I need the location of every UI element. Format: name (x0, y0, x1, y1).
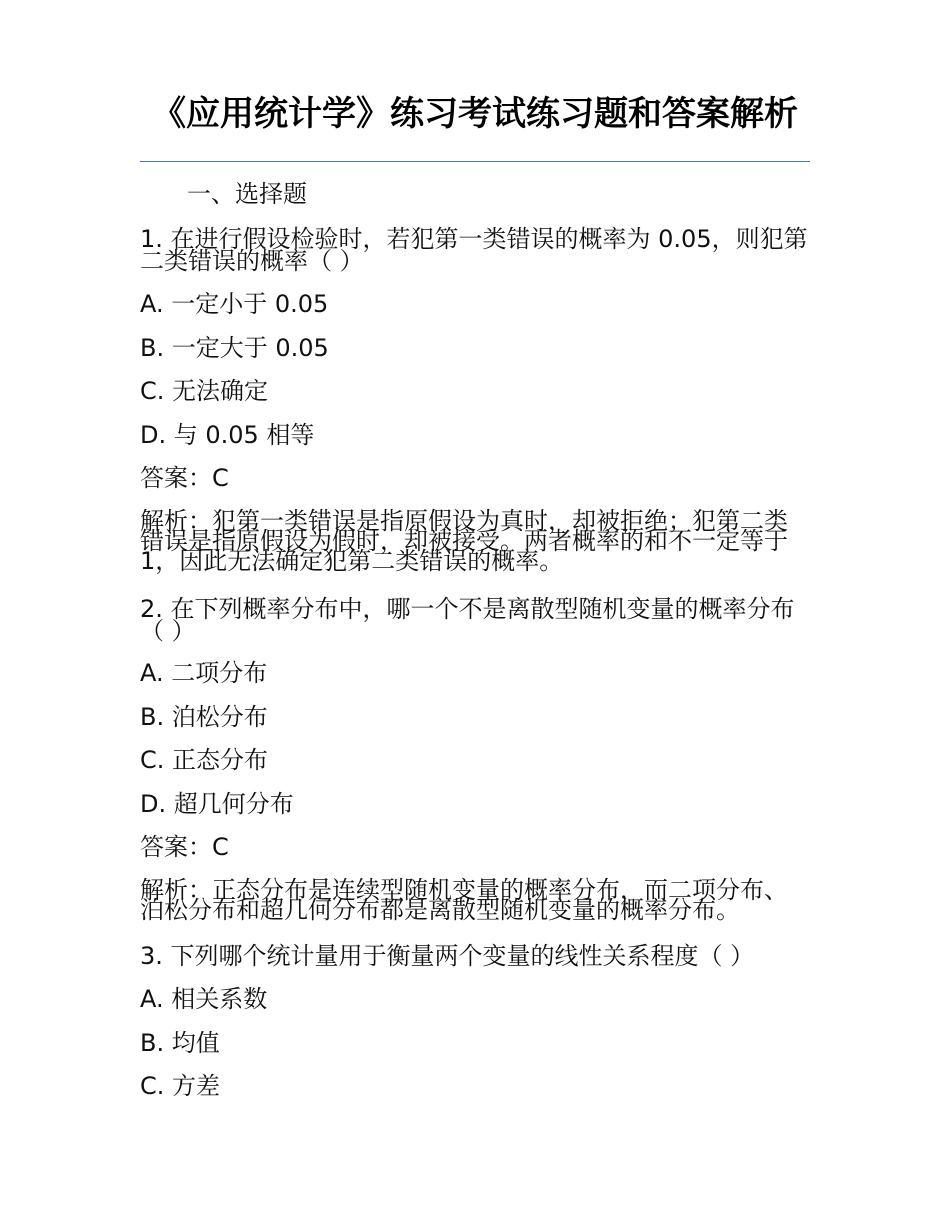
question-3-option-c: C. 方差 (140, 1072, 221, 1100)
question-2-option-c: C. 正态分布 (140, 746, 269, 774)
question-2-option-b: B. 泊松分布 (140, 703, 268, 731)
question-3-option-a: A. 相关系数 (140, 985, 268, 1013)
question-2-answer: 答案：C (140, 833, 229, 861)
question-1-stem: 1. 在进行假设检验时，若犯第一类错误的概率为 0.05，则犯第二类错误的概率（ ） (140, 225, 808, 275)
question-3-option-b: B. 均值 (140, 1029, 220, 1057)
section-heading: 一、选择题 (187, 180, 307, 208)
question-3-stem: 3. 下列哪个统计量用于衡量两个变量的线性关系程度（ ） (140, 942, 755, 970)
document-title: 《应用统计学》练习考试练习题和答案解析 (152, 94, 798, 134)
question-2-analysis: 解析：正态分布是连续型随机变量的概率分布，而二项分布、泊松分布和超几何分布都是离散型随机变量的概率分布。 (140, 876, 788, 924)
question-1-answer: 答案：C (140, 464, 229, 492)
question-1-option-d: D. 与 0.05 相等 (140, 421, 315, 449)
question-1-option-c: C. 无法确定 (140, 377, 269, 405)
question-2-option-a: A. 二项分布 (140, 659, 268, 687)
question-2-stem: 2. 在下列概率分布中，哪一个不是离散型随机变量的概率分布（ ） (140, 595, 795, 645)
question-1-option-b: B. 一定大于 0.05 (140, 334, 329, 362)
question-2-option-d: D. 超几何分布 (140, 790, 294, 818)
question-1-analysis: 解析：犯第一类错误是指原假设为真时，却被拒绝；犯第二类错误是指原假设为假时，却被接受。两者概率的和不一定等于 1，因此无法确定犯第二类错误的概率。 (140, 507, 788, 575)
title-divider (140, 161, 810, 162)
question-1-option-a: A. 一定小于 0.05 (140, 290, 329, 318)
